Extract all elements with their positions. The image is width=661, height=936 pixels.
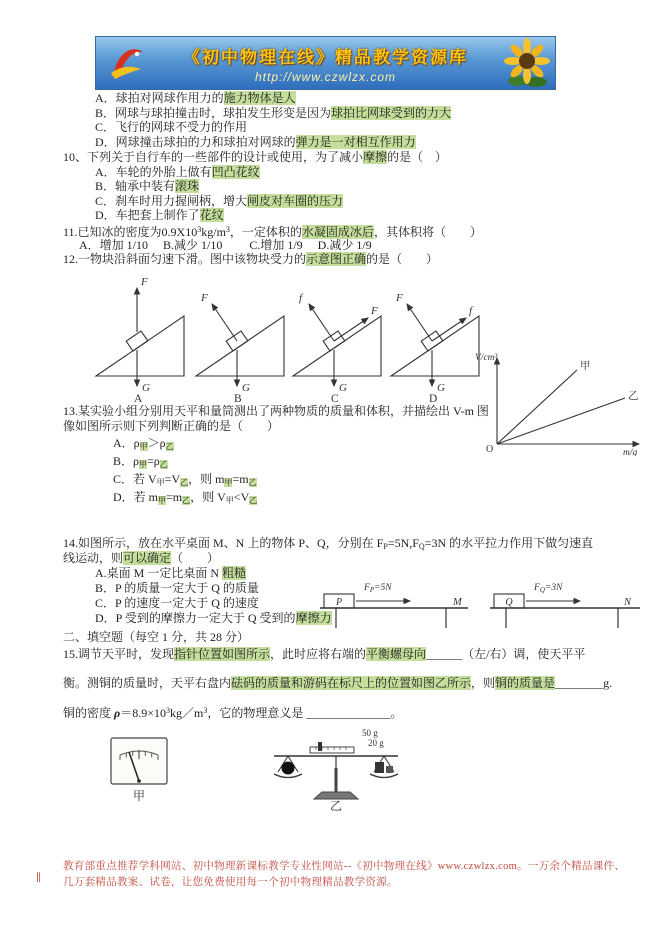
text-segment: ，一定体积的	[229, 225, 302, 239]
q10-option-d	[95, 208, 224, 222]
text-segment: 闸皮对车圈的压力	[247, 194, 344, 208]
text-segment: 甲	[139, 442, 148, 451]
q14-option-a	[95, 566, 246, 580]
footer-line-1: 教育部重点推荐学科网站、初中物理新课标教学专业性网站--《初中物理在线》www.czwlzx.com。一万余个精品课件、	[63, 861, 626, 872]
text-segment: 的是（ ）	[366, 252, 439, 266]
normal-arrow	[407, 304, 432, 341]
weight-50g	[375, 762, 384, 773]
y-axis-label: V/cm³	[475, 353, 498, 363]
weight-50g-label: 50 g	[362, 728, 378, 738]
text-segment: ，则 V	[190, 490, 226, 504]
q9-option-c	[95, 120, 247, 134]
text-segment: 衡。测铜的质量时，天平右盘内	[63, 676, 232, 690]
normal-arrow	[212, 304, 237, 341]
text-segment: 甲	[225, 496, 234, 505]
force-label-G: G	[142, 382, 150, 394]
q10-stem	[63, 150, 447, 164]
text-segment: 指针位置如图所示	[174, 647, 271, 661]
text-segment: 铜的质量是	[495, 676, 556, 690]
text-segment: =V	[164, 472, 181, 486]
line-jia-label: 甲	[580, 361, 591, 372]
block	[126, 331, 148, 351]
site-logo-icon	[103, 39, 151, 87]
text-segment: 甲	[156, 478, 165, 487]
q15-line-2	[63, 676, 612, 690]
text-segment: 14.如图所示，放在水平桌面 M、N 上的物体 P、Q，分别在 F	[63, 536, 384, 550]
q12-stem	[63, 252, 438, 266]
q11-stem	[63, 223, 482, 239]
text-segment: 甲	[158, 496, 167, 505]
sunflower-center	[519, 53, 535, 69]
text-segment: 3	[197, 225, 202, 234]
text-segment: B．ρ	[113, 454, 139, 468]
text-segment: ，则 m	[188, 472, 225, 486]
text-segment: 砝码的质量和游码在标尺上的位置如图乙所示	[231, 676, 472, 690]
q13-option-c	[113, 472, 257, 490]
text-segment: 滚珠	[175, 179, 200, 193]
text-segment: 铜的密度	[63, 706, 115, 720]
text-segment: kg/m	[201, 225, 226, 239]
q14-option-b	[95, 581, 259, 595]
text-segment: ，其体积将（ ）	[373, 225, 482, 239]
q15-line-1	[63, 647, 585, 661]
text-segment: 水凝固成冰后	[301, 225, 374, 239]
force-arrow-upslope	[334, 318, 368, 341]
force-p-label: $F_P=5N$	[364, 583, 392, 594]
text-segment: 乙	[249, 496, 258, 505]
line-jia	[497, 370, 577, 444]
text-segment: A．车轮的外胎上做有	[95, 165, 212, 179]
figure-letter: C	[331, 393, 339, 405]
friction-arrow-upslope	[432, 318, 466, 341]
q10-option-c	[95, 194, 343, 208]
incline-figure-b	[188, 268, 288, 405]
incline-figure-a	[88, 268, 188, 405]
right-pan	[370, 774, 398, 778]
text-segment: ，则	[471, 676, 496, 690]
q14-figure	[318, 576, 643, 634]
text-segment: 3	[225, 225, 230, 234]
force-label-F: F	[201, 292, 208, 304]
friction-arrow	[309, 304, 334, 341]
text-segment: 11.已知冰的密度为0.9X10	[63, 225, 198, 239]
text-segment: 施力物体是人	[223, 91, 296, 105]
text-segment: A.桌面 M 一定比桌面 N	[95, 566, 223, 580]
incline-figure-c	[285, 268, 385, 405]
force-label-f: f	[299, 292, 303, 304]
force-label-F: F	[396, 292, 403, 304]
q13-stem-1: 13.某实验小组分别用天平和量筒测出了两种物质的质量和体积，并描绘出 V-m 图	[63, 404, 489, 418]
logo-dot	[135, 52, 139, 56]
text-segment: 10、下列关于自行车的一些部件的设计或使用，为了减小	[63, 150, 364, 164]
text-segment: 15.调节天平时，发现	[63, 647, 175, 661]
text-segment: D．P 受到的摩擦力一定大于 Q 受到的	[95, 611, 296, 625]
text-segment: ＞ρ	[147, 436, 166, 450]
text-segment: 凹凸花纹	[211, 165, 260, 179]
text-segment: =ρ	[147, 454, 160, 468]
line-yi-label: 乙	[628, 391, 639, 402]
banner-title: 《初中物理在线》精品教学资源库	[183, 47, 468, 67]
q13-option-b	[113, 454, 168, 472]
q13-option-a	[113, 436, 174, 454]
weight-20g	[386, 766, 393, 773]
sunflower-image	[500, 37, 552, 89]
text-segment: 可以确定	[123, 551, 172, 565]
text-segment: 12.一物块沿斜面匀速下滑。图中该物块受力的	[63, 252, 307, 266]
pointer-dial-figure	[108, 735, 170, 803]
text-segment: 线运动，则	[63, 551, 124, 565]
origin-label: O	[486, 444, 494, 455]
text-segment: =m	[166, 490, 183, 504]
q15-line-3	[63, 704, 402, 720]
q13-option-d	[113, 490, 257, 508]
copper-object	[282, 762, 295, 775]
text-segment: 球拍比网球受到的力大	[331, 106, 452, 120]
text-segment: =3N 的水平拉力作用下做匀速直	[424, 536, 594, 550]
figure-letter: A	[134, 393, 143, 405]
text-segment: 3	[165, 706, 170, 715]
text-segment: 乙	[182, 496, 191, 505]
force-label-f: f	[469, 305, 473, 317]
text-segment: 3	[203, 706, 208, 715]
footer-mark: ∥	[36, 873, 42, 884]
balance-figure	[260, 726, 412, 812]
text-segment: D．网球撞击球拍的力和球拍对网球的	[95, 135, 296, 149]
text-segment: D．车把套上制作了	[95, 208, 200, 222]
text-segment: ρ	[114, 706, 121, 720]
dial-frame	[111, 738, 167, 784]
text-segment: ________g.	[555, 676, 613, 690]
text-segment: 甲	[224, 478, 233, 487]
q10-option-a	[95, 165, 260, 179]
force-label-G: G	[242, 382, 250, 394]
rider-scale	[310, 747, 354, 753]
text-segment: Q	[418, 542, 425, 551]
site-banner	[95, 36, 556, 90]
text-segment: B．轴承中装有	[95, 179, 176, 193]
text-segment: 粗糙	[222, 566, 247, 580]
block-p-label: P	[335, 597, 343, 608]
surface-m-label: M	[453, 597, 462, 608]
text-segment: 弹力是一对相互作用力	[295, 135, 416, 149]
section2-title: 二、填空题（每空 1 分，共 28 分）	[63, 630, 250, 644]
dial-pivot	[137, 779, 141, 783]
text-segment: 摩擦	[363, 150, 388, 164]
text-segment: 乙	[159, 460, 168, 469]
balance-base	[314, 792, 358, 799]
text-segment: 乙	[180, 478, 189, 487]
text-segment: C．P 的速度一定大于 Q 的速度	[95, 596, 259, 610]
weight-20g-label: 20 g	[368, 738, 384, 748]
text-segment: 花纹	[199, 208, 224, 222]
text-segment: ，它的物理意义是 ______________。	[207, 706, 403, 720]
incline-figure-d	[383, 268, 483, 405]
figure-letter: B	[234, 393, 242, 405]
text-segment: 甲	[139, 460, 147, 469]
vm-graph	[473, 348, 653, 456]
banner-text	[151, 43, 500, 84]
x-axis-label: m/g	[623, 448, 638, 456]
text-segment: P	[383, 542, 388, 551]
q9-option-b	[95, 106, 451, 120]
q9-option-a	[95, 91, 296, 105]
text-segment: C．刹车时用力握闸柄，增大	[95, 194, 248, 208]
figure-yi-label: 乙	[329, 799, 343, 812]
force-label-F: F	[141, 276, 148, 288]
q9-option-d	[95, 135, 416, 149]
text-segment: 示意图正确	[306, 252, 367, 266]
footer-line-2: 几万套精品教案、试卷，让您免费使用每一个初中物理精品教学资源。	[63, 877, 398, 888]
text-segment: A．ρ	[113, 436, 140, 450]
text-segment: 平衡螺母向	[366, 647, 427, 661]
q13-stem-2: 像如图所示则下列判断正确的是（ ）	[63, 419, 280, 433]
banner-url-link[interactable]: http://www.czwlzx.com	[254, 69, 397, 84]
block-q-label: Q	[505, 597, 513, 608]
text-segment: kg／m	[169, 706, 204, 720]
text-segment: ，此时应将右端的	[270, 647, 367, 661]
text-segment: 的是（ ）	[387, 150, 448, 164]
q14-option-c	[95, 596, 259, 610]
force-label-G: G	[339, 382, 347, 394]
text-segment: A．球拍对网球作用力的	[95, 91, 224, 105]
line-yi	[497, 398, 625, 444]
text-segment: =m	[232, 472, 249, 486]
q14-stem-2	[63, 551, 219, 565]
q10-option-b	[95, 179, 199, 193]
force-label-G: G	[437, 382, 445, 394]
rider	[318, 742, 322, 751]
text-segment: 摩擦力	[295, 611, 332, 625]
text-segment: =5N,F	[387, 536, 419, 550]
text-segment: B．网球与球拍撞击时，球拍发生形变是因为	[95, 106, 332, 120]
text-segment: B．P 的质量一定大于 Q 的质量	[95, 581, 259, 595]
surface-n-label: N	[624, 597, 632, 608]
force-label-F: F	[371, 305, 378, 317]
text-segment: C．飞行的网球不受力的作用	[95, 120, 248, 134]
text-segment: ＝8.9×10	[120, 706, 166, 720]
text-segment: C．若 V	[113, 472, 157, 486]
figure-letter: D	[429, 393, 438, 405]
q14-option-d	[95, 611, 332, 625]
text-segment: <V	[233, 490, 250, 504]
text-segment: D．若 m	[113, 490, 159, 504]
left-pan	[274, 774, 302, 778]
force-q-label: $F_Q=3N$	[534, 583, 563, 594]
text-segment: ______（左/右）调，使天平平	[426, 647, 586, 661]
q11-options: A．增加 1/10 B.减少 1/10 C.增加 1/9 D.减少 1/9	[79, 238, 372, 252]
text-segment: 乙	[165, 442, 174, 451]
text-segment: 乙	[248, 478, 257, 487]
figure-jia-label: 甲	[132, 789, 146, 803]
text-segment: （ ）	[171, 551, 220, 565]
